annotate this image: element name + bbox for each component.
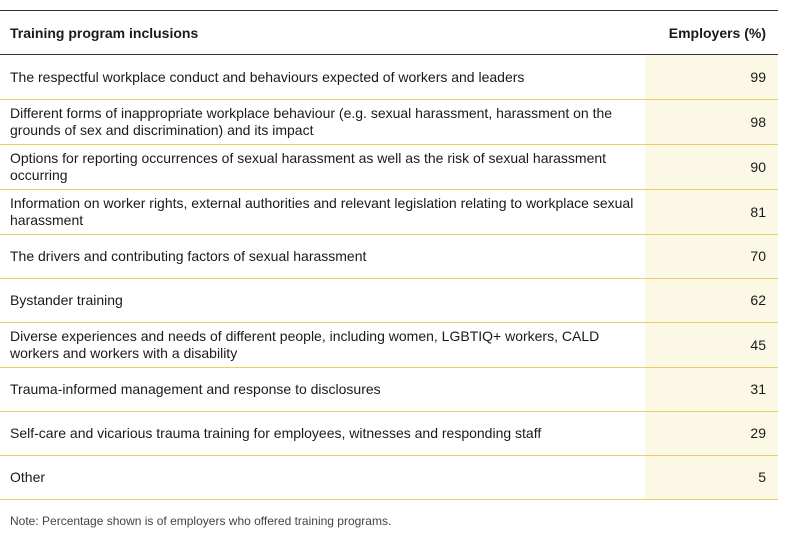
training-inclusions-table bbox=[0, 10, 778, 500]
row-label: Trauma-informed management and response to disclosures bbox=[10, 381, 381, 397]
row-label: The drivers and contributing factors of sexual harassment bbox=[10, 248, 367, 264]
row-value: 99 bbox=[645, 55, 778, 100]
row-label: Other bbox=[10, 469, 46, 485]
row-label: Different forms of inappropriate workplace behaviour (e.g. sexual harassment, harassment on the grounds of sex and discrimination) and its impact bbox=[10, 105, 613, 138]
header-row bbox=[0, 11, 778, 55]
training-inclusions-table-wrapper bbox=[0, 10, 778, 500]
row-value: 45 bbox=[645, 323, 778, 368]
row-value: 5 bbox=[645, 456, 778, 500]
row-value: 70 bbox=[645, 235, 778, 279]
table-row bbox=[0, 55, 778, 100]
row-label: The respectful workplace conduct and behaviours expected of workers and leaders bbox=[10, 68, 525, 85]
row-value: 29 bbox=[645, 412, 778, 456]
table-row bbox=[0, 279, 778, 323]
table-header bbox=[0, 11, 778, 55]
table-row bbox=[0, 100, 778, 145]
row-label: Bystander training bbox=[10, 292, 123, 308]
table-row bbox=[0, 190, 778, 235]
table-row bbox=[0, 456, 778, 500]
row-value: 81 bbox=[645, 190, 778, 235]
row-value: 62 bbox=[645, 279, 778, 323]
column-header-employers: Employers (%) bbox=[668, 24, 766, 41]
table-row bbox=[0, 368, 778, 412]
row-label: Information on worker rights, external authorities and relevant legislation relating to workplace sexual harassment bbox=[10, 195, 634, 228]
table-row bbox=[0, 145, 778, 190]
row-value: 31 bbox=[645, 368, 778, 412]
row-value: 90 bbox=[645, 145, 778, 190]
table-row bbox=[0, 412, 778, 456]
table-row bbox=[0, 323, 778, 368]
column-header-inclusions: Training program inclusions bbox=[10, 24, 199, 41]
table-row bbox=[0, 235, 778, 279]
row-label: Options for reporting occurrences of sexual harassment as well as the risk of sexual harassment occurring bbox=[10, 150, 607, 183]
row-label: Self-care and vicarious trauma training for employees, witnesses and responding staff bbox=[10, 425, 542, 441]
row-value: 98 bbox=[645, 100, 778, 145]
row-label: Diverse experiences and needs of different people, including women, LGBTIQ+ workers, CALD workers and workers with a disability bbox=[10, 328, 600, 361]
table-body bbox=[0, 55, 778, 500]
table-footnote: Note: Percentage shown is of employers who offered training programs. bbox=[10, 514, 392, 528]
